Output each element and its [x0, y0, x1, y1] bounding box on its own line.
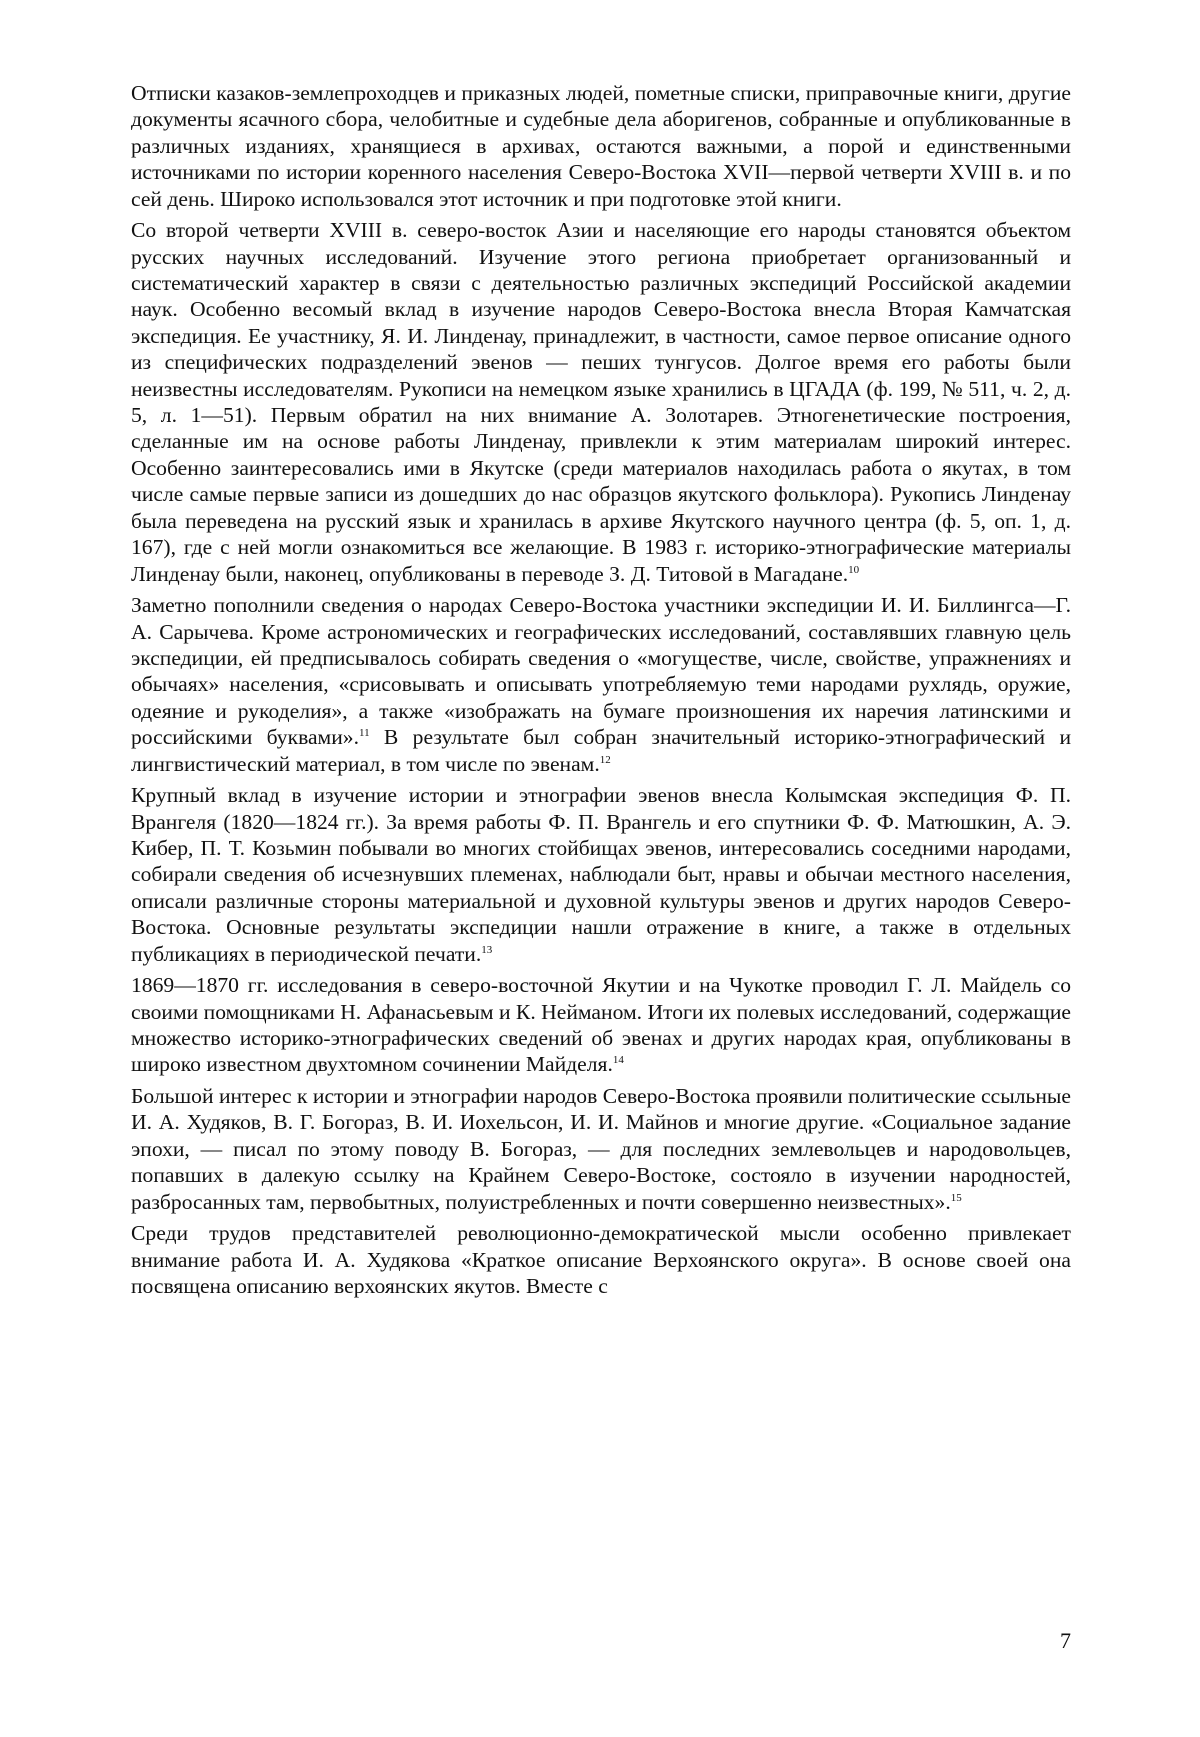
paragraph	[131, 1083, 1071, 1215]
paragraph	[131, 592, 1071, 777]
paragraph-text: Отписки казаков-землепроходцев и приказных людей, пометные списки, приправочные книги, другие документы ясачного сбора, челобитные и судебные дела аборигенов, собранные и опубликованные в различных изданиях, хранящиеся в архивах, остаются важными, а порой и единственными источниками по истории коренного населения Северо-Востока XVII—первой четверти XVIII в. и по сей день. Широко использовался этот источник и при подготовке этой книги.	[131, 81, 1071, 211]
paragraph	[131, 782, 1071, 967]
paragraph	[131, 217, 1071, 587]
body-text	[131, 80, 1071, 1305]
footnote-ref: 10	[848, 563, 860, 576]
paragraph-text: Со второй четверти XVIII в. северо-восток Азии и населяющие его народы становятся объектом русских научных исследований. Изучение этого региона приобретает организованный и систематический характер в связи с деятельностью различных экспедиций Российской академии наук. Особенно весомый вклад в изучение народов Северо-Востока внесла Вторая Камчатская экспедиция. Ее участнику, Я. И. Линденау, принадлежит, в частности, самое первое описание одного из специфических подразделений эвенов — пеших тунгусов. Долгое время его работы были неизвестны исследователям. Рукописи на немецком языке хранились в ЦГАДА (ф. 199, № 511, ч. 2, д. 5, л. 1—51). Первым обратил на них внимание А. Золотарев. Этногенетические построения, сделанные им на основе работы Линденау, привлекли к этим материалам широкий интерес. Особенно заинтересовались ими в Якутске (среди материалов находилась работа о якутах, в том числе самые первые записи из дошедших до нас образцов якутского фольклора). Рукопись Линденау была переведена на русский язык и хранилась в архиве Якутского научного центра (ф. 5, оп. 1, д. 167), где с ней могли ознакомиться все желающие. В 1983 г. историко-этнографические материалы Линденау были, наконец, опубликованы в переводе З. Д. Титовой в Магадане.	[131, 218, 1071, 586]
paragraph-text: Крупный вклад в изучение истории и этнографии эвенов внесла Колымская экспедиция Ф. П. Врангеля (1820—1824 гг.). За время работы Ф. П. Врангель и его спутники Ф. Ф. Матюшкин, А. Э. Кибер, П. Т. Козьмин побывали во многих стойбищах эвенов, интересовались соседними народами, собирали сведения об исчезнувших племенах, наблюдали быт, нравы и обычаи местного населения, описали различные стороны материальной и духовной культуры эвенов и других народов Северо-Востока. Основные результаты экспедиции нашли отражение в книге, а также в отдельных публикациях в периодической печати.	[131, 783, 1071, 966]
paragraph	[131, 972, 1071, 1078]
paragraph	[131, 1220, 1071, 1299]
paragraph-text-tail: В результате был собран значительный историко-этнографический и лингвистический материал, в том числе по эвенам.	[131, 725, 1072, 776]
paragraph	[131, 80, 1071, 212]
footnote-ref: 12	[599, 753, 611, 766]
paragraph-text: Среди трудов представителей революционно-демократической мысли особенно привлекает внимание работа И. А. Худякова «Краткое описание Верхоянского округа». В основе своей она посвящена описанию верхоянских якутов. Вместе с	[131, 1221, 1071, 1298]
paragraph-text: Большой интерес к истории и этнографии народов Северо-Востока проявили политические ссыльные И. А. Худяков, В. Г. Богораз, В. И. Иохельсон, И. И. Майнов и многие другие. «Социальное задание эпохи, — писал по этому поводу В. Богораз, — для последних землевольцев и народовольцев, попавших в далекую ссылку на Крайнем Северо-Востоке, состояло в изучении народностей, разбросанных там, первобытных, полуистребленных и почти совершенно неизвестных».	[131, 1083, 1071, 1214]
paragraph-text: 1869—1870 гг. исследования в северо-восточной Якутии и на Чукотке проводил Г. Л. Майдель со своими помощниками Н. Афанасьевым и К. Нейманом. Итоги их полевых исследований, содержащие множество историко-этнографических сведений об эвенах и других народах края, опубликованы в широко известном двухтомном сочинении Майделя.	[131, 973, 1071, 1077]
footnote-ref: 15	[950, 1191, 962, 1204]
footnote-ref: 14	[612, 1054, 624, 1067]
footnote-ref: 13	[481, 943, 493, 956]
footnote-ref: 11	[358, 726, 370, 739]
page-number: 7	[1060, 1628, 1071, 1653]
paragraph-text: Заметно пополнили сведения о народах Северо-Востока участники экспедиции И. И. Биллингса—Г. А. Сарычева. Кроме астрономических и географических исследований, составлявших главную цель экспедиции, ей предписывалось собирать сведения о «могуществе, числе, свойстве, упражнениях и обычаях» населения, «срисовывать и описывать употребляемую теми народами рухлядь, оружие, одеяние и рукоделия», а также «изображать на бумаге произношения их наречия латинскими и российскими буквами».	[131, 593, 1071, 750]
